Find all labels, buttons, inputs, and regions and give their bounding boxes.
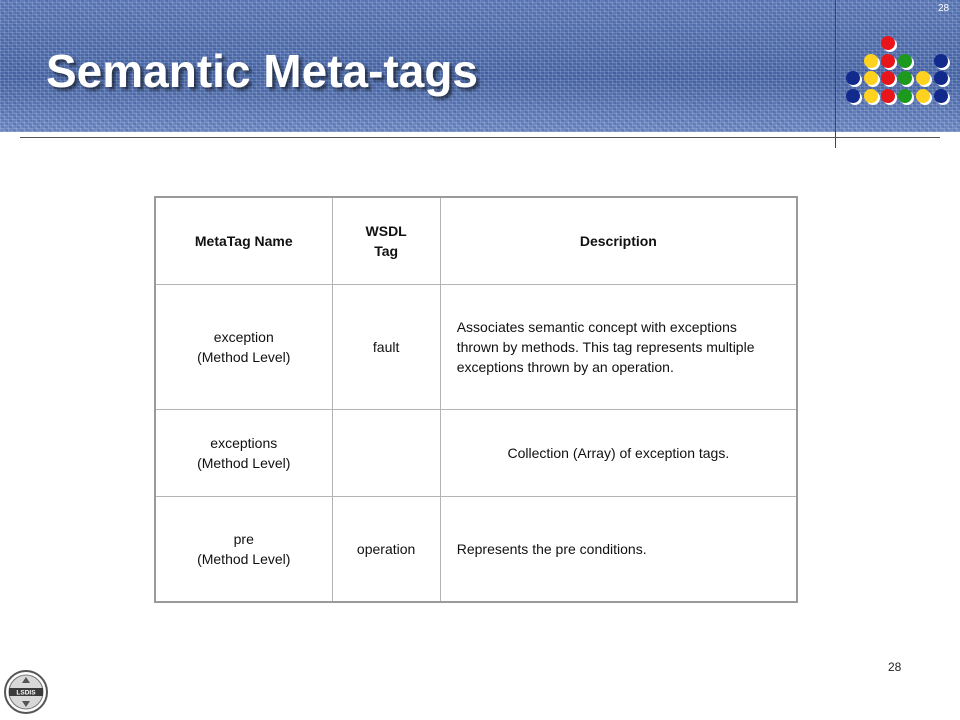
- cell-metatag-name: pre (Method Level): [155, 497, 332, 603]
- cell-wsdl-tag: fault: [332, 285, 440, 410]
- table-row: [155, 497, 797, 603]
- cell-metatag-name: exceptions (Method Level): [155, 410, 332, 497]
- slide-title: Semantic Meta-tags: [46, 45, 479, 97]
- svg-text:LSDIS: LSDIS: [16, 689, 36, 697]
- cell-description: Represents the pre conditions.: [440, 497, 797, 603]
- header-description: Description: [440, 197, 797, 285]
- cell-description: Collection (Array) of exception tags.: [440, 410, 797, 497]
- header-wsdl-tag: WSDL Tag: [332, 197, 440, 285]
- header-metatag-name: MetaTag Name: [155, 197, 332, 285]
- cell-metatag-name: exception (Method Level): [155, 285, 332, 410]
- table-header-row: [155, 197, 797, 285]
- cell-description: Associates semantic concept with exceptions thrown by methods. This tag represents multiple exceptions thrown by an operation.: [440, 285, 797, 410]
- horizontal-divider: [20, 137, 940, 138]
- cell-wsdl-tag: operation: [332, 497, 440, 603]
- metatag-table: [154, 196, 798, 603]
- table-row: [155, 410, 797, 497]
- lsdis-logo: [3, 669, 49, 715]
- corner-page-label: 28: [938, 3, 950, 14]
- cell-wsdl-tag: [332, 410, 440, 497]
- table-row: [155, 285, 797, 410]
- vertical-divider: [835, 0, 836, 148]
- slide-number: 28: [888, 660, 902, 674]
